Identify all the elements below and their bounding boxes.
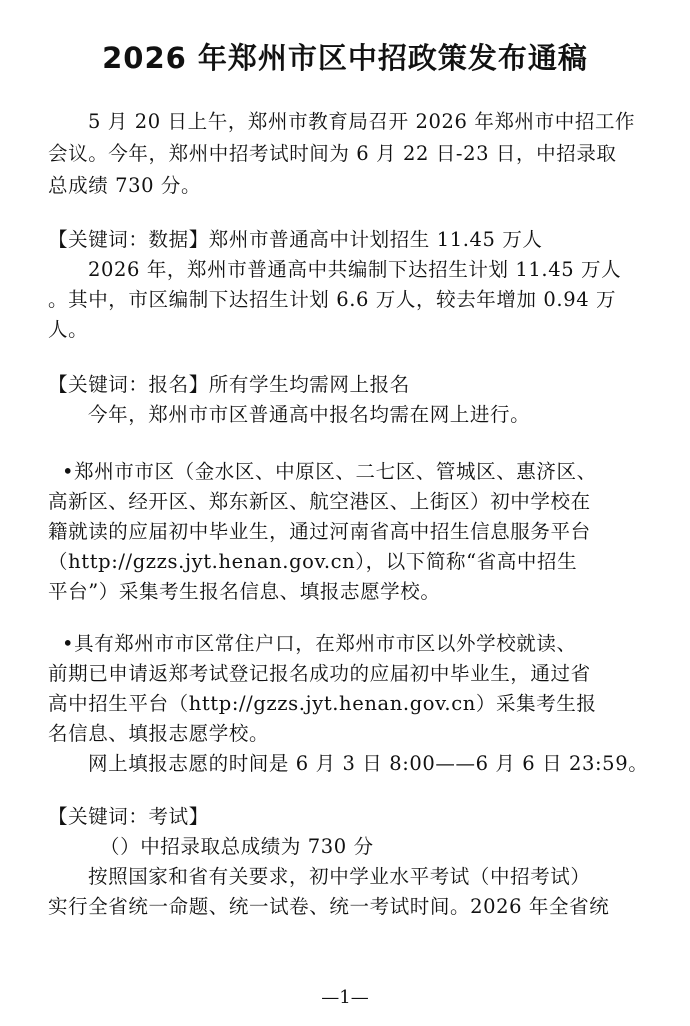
keyword-heading: 【关键词：考试】 bbox=[48, 805, 209, 828]
document-title: 2026 年郑州市区中招政策发布通稿 bbox=[102, 41, 588, 75]
paragraph-line: 总成绩 730 分。 bbox=[48, 174, 202, 197]
paragraph-line: 平台”）采集考生报名信息、填报志愿学校。 bbox=[48, 580, 441, 603]
keyword-heading: 【关键词：数据】郑州市普通高中计划招生 11.45 万人 bbox=[48, 228, 543, 251]
paragraph-line: 网上填报志愿的时间是 6 月 3 日 8:00——6 月 6 日 23:59。 bbox=[88, 752, 649, 775]
paragraph-line: 前期已申请返郑考试登记报名成功的应届初中毕业生，通过省 bbox=[48, 662, 591, 685]
paragraph-line: 2026 年，郑州市普通高中共编制下达招生计划 11.45 万人 bbox=[88, 258, 622, 281]
paragraph-line: 高中招生平台（http://gzzs.jyt.henan.gov.cn）采集考生报 bbox=[48, 692, 597, 715]
bullet-line: •具有郑州市市区常住户口，在郑州市市区以外学校就读、 bbox=[62, 632, 577, 655]
paragraph-line: 按照国家和省有关要求，初中学业水平考试（中招考试） bbox=[88, 865, 591, 888]
paragraph-line: 。其中，市区编制下达招生计划 6.6 万人，较去年增加 0.94 万 bbox=[48, 288, 617, 311]
paragraph-line: 名信息、填报志愿学校。 bbox=[48, 722, 270, 745]
page-number: —1— bbox=[321, 987, 369, 1008]
keyword-heading: 【关键词：报名】所有学生均需网上报名 bbox=[48, 373, 410, 396]
paragraph-line: 5 月 20 日上午，郑州市教育局召开 2026 年郑州市中招工作 bbox=[88, 110, 636, 133]
paragraph-line: 人。 bbox=[48, 318, 89, 341]
paragraph-line: 高新区、经开区、郑东新区、航空港区、上街区）初中学校在 bbox=[48, 490, 591, 513]
paragraph-line: 实行全省统一命题、统一试卷、统一考试时间。2026 年全省统 bbox=[48, 895, 610, 918]
paragraph-line: 会议。今年，郑州中招考试时间为 6 月 22 日-23 日，中招录取 bbox=[48, 142, 617, 165]
paragraph-line: 籍就读的应届初中毕业生，通过河南省高中招生信息服务平台 bbox=[48, 520, 591, 543]
paragraph-line: （http://gzzs.jyt.henan.gov.cn），以下简称“省高中招生 bbox=[48, 550, 578, 573]
paragraph-line: （）中招录取总成绩为 730 分 bbox=[100, 835, 374, 858]
bullet-line: •郑州市市区（金水区、中原区、二七区、管城区、惠济区、 bbox=[62, 460, 597, 483]
paragraph-line: 今年，郑州市市区普通高中报名均需在网上进行。 bbox=[88, 403, 531, 426]
